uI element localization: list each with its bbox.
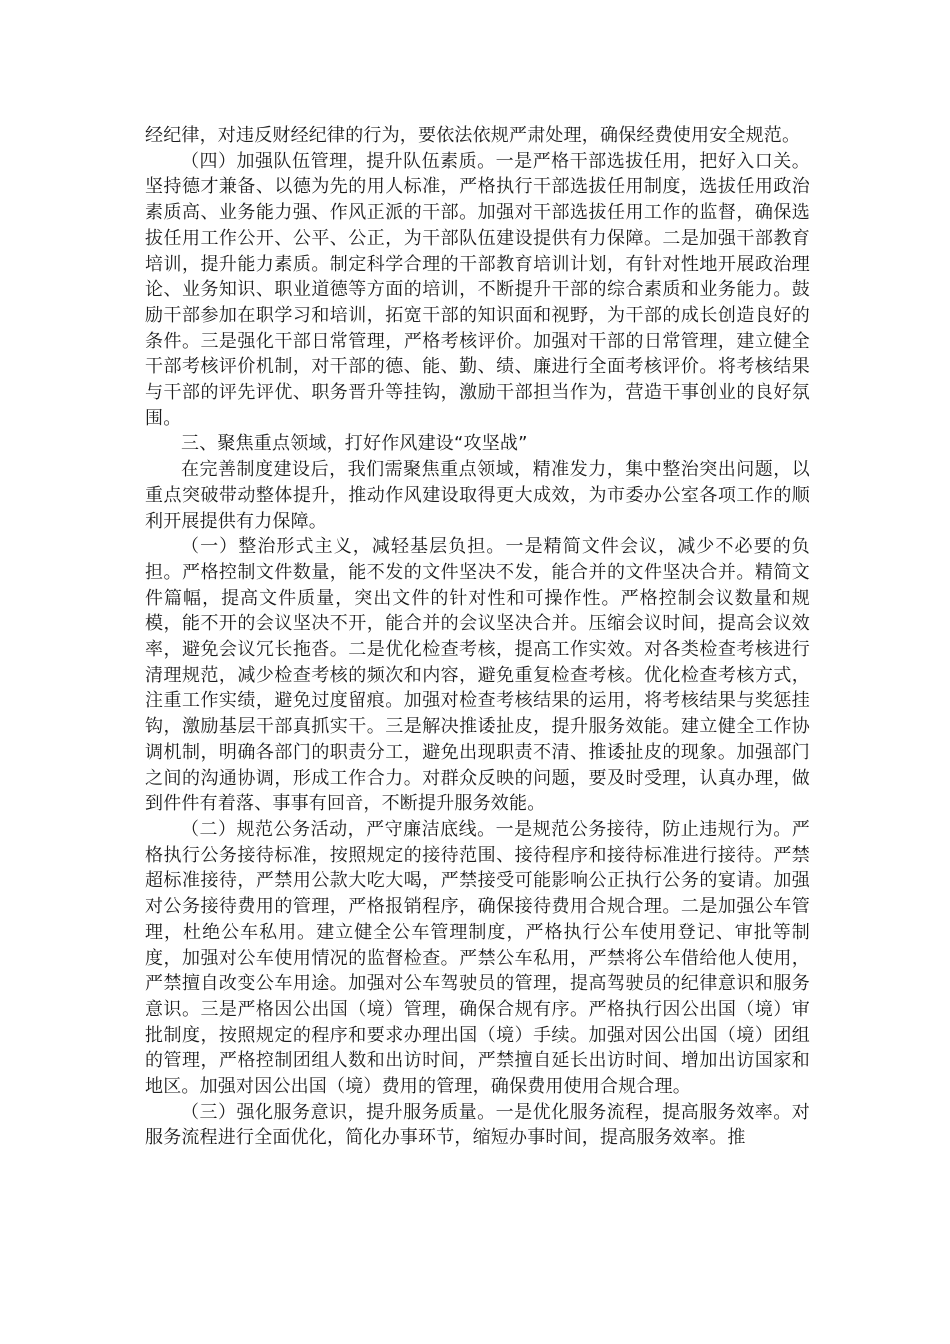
- paragraph-official-activities: （二）规范公务活动，严守廉洁底线。一是规范公务接待，防止违规行为。严格执行公务接待标准，按照规定的接待范围、接待程序和接待标准进行接待。严禁超标准接待，严禁用公款大吃大喝，严禁接受可能影响公正执行公务的宴请。加强对公务接待费用的管理，严格报销程序，确保接待费用合规合理。二是加强公车管理，杜绝公车私用。建立健全公车管理制度，严格执行公车使用登记、审批等制度，加强对公车使用情况的监督检查。严禁公车私用，严禁将公车借给他人使用，严禁擅自改变公车用途。加强对公车驾驶员的管理，提高驾驶员的纪律意识和服务意识。三是严格因公出国（境）管理，确保合规有序。严格执行因公出国（境）审批制度，按照规定的程序和要求办理出国（境）手续。加强对因公出国（境）团组的管理，严格控制团组人数和出访时间，严禁擅自延长出访时间、增加出访国家和地区。加强对因公出国（境）费用的管理，确保费用使用合规合理。: [145, 818, 810, 1098]
- section-heading-three: 三、聚焦重点领域，打好作风建设“攻坚战”: [181, 433, 528, 455]
- paragraph-team-management: （四）加强队伍管理，提升队伍素质。一是严格干部选拔任用，把好入口关。坚持德才兼备、以德为先的用人标准，严格执行干部选拔任用制度，选拔任用政治素质高、业务能力强、作风正派的干部。加强对干部选拔任用工作的监督，确保选拔任用工作公开、公平、公正，为干部队伍建设提供有力保障。二是加强干部教育培训，提升能力素质。制定科学合理的干部教育培训计划，有针对性地开展政治理论、业务知识、职业道德等方面的培训，不断提升干部的综合素质和业务能力。鼓励干部参加在职学习和培训，拓宽干部的知识面和视野，为干部的成长创造良好的条件。三是强化干部日常管理，严格考核评价。加强对干部的日常管理，建立健全干部考核评价机制，对干部的德、能、勤、绩、廉进行全面考核评价。将考核结果与干部的评先评优、职务晋升等挂钩，激励干部担当作为，营造干事创业的良好氛围。: [145, 150, 810, 429]
- paragraph-section-intro: 在完善制度建设后，我们需聚焦重点领域，精准发力，集中整治突出问题，以重点突破带动整体提升，推动作风建设取得更大成效，为市委办公室各项工作的顺利开展提供有力保障。: [145, 459, 810, 532]
- paragraph-service-awareness: （三）强化服务意识，提升服务质量。一是优化服务流程，提高服务效率。对服务流程进行全面优化，简化办事环节，缩短办事时间，提高服务效率。推: [145, 1101, 810, 1149]
- document-page: [145, 123, 810, 1151]
- paragraph-continuation: 经纪律，对违反财经纪律的行为，要依法依规严肃处理，确保经费使用安全规范。: [145, 125, 801, 146]
- paragraph-formalism: （一）整治形式主义，减轻基层负担。一是精简文件会议，减少不必要的负担。严格控制文件数量，能不发的文件坚决不发，能合并的文件坚决合并。精简文件篇幅，提高文件质量，突出文件的针对性和可操作性。严格控制会议数量和规模，能不开的会议坚决不开，能合并的会议坚决合并。压缩会议时间，提高会议效率，避免会议冗长拖沓。二是优化检查考核，提高工作实效。对各类检查考核进行清理规范，减少检查考核的频次和内容，避免重复检查考核。优化检查考核方式，注重工作实绩，避免过度留痕。加强对检查考核结果的运用，将考核结果与奖惩挂钩，激励基层干部真抓实干。三是解决推诿扯皮，提升服务效能。建立健全工作协调机制，明确各部门的职责分工，避免出现职责不清、推诿扯皮的现象。加强部门之间的沟通协调，形成工作合力。对群众反映的问题，要及时受理，认真办理，做到件件有着落、事事有回音，不断提升服务效能。: [145, 536, 810, 815]
